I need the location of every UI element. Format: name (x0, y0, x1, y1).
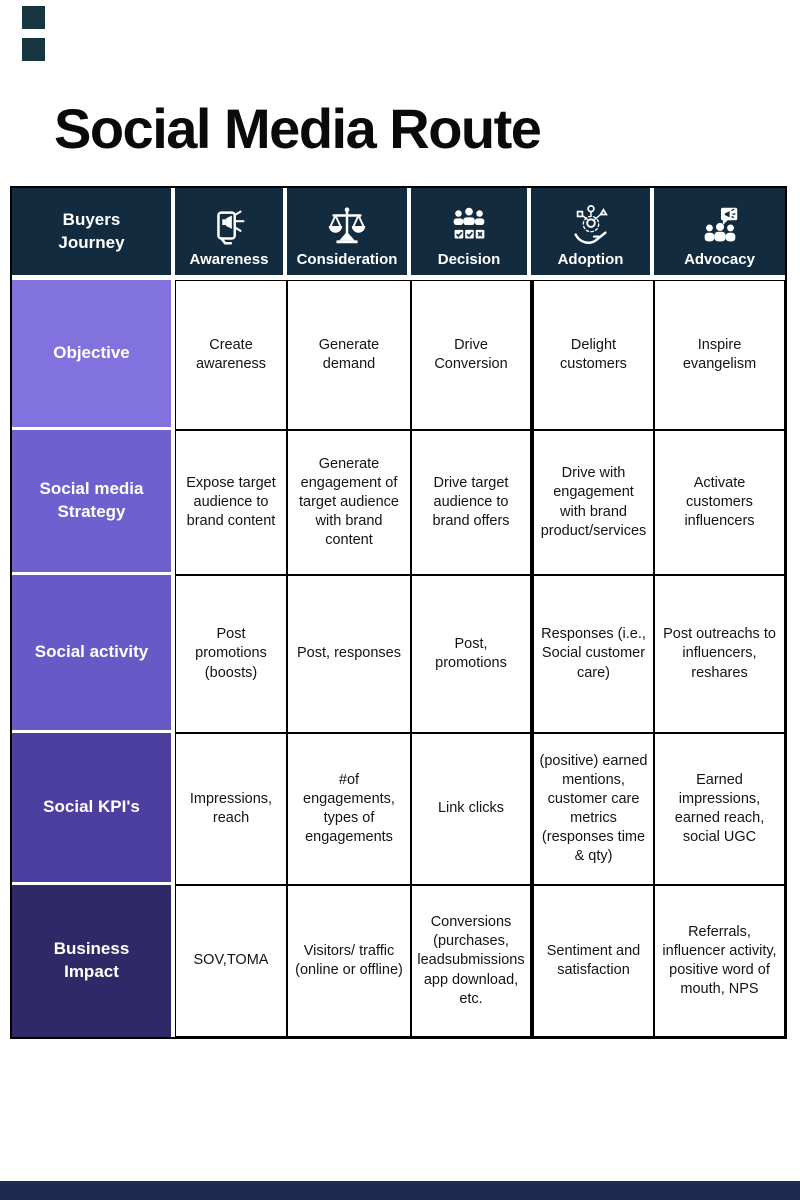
body-cell: Post, responses (287, 575, 411, 733)
row-label-social-media-strategy: Social media Strategy (12, 430, 171, 572)
body-cell: Link clicks (411, 733, 531, 885)
body-cell: Impressions, reach (175, 733, 287, 885)
body-cell: Delight customers (531, 280, 654, 430)
row-label-social-kpi-s: Social KPI's (12, 733, 171, 882)
decor-square (22, 6, 45, 29)
body-cell: Visitors/ traffic (online or offline) (287, 885, 411, 1037)
page-title: Social Media Route (54, 97, 541, 160)
body-cell: Sentiment and satisfaction (531, 885, 654, 1037)
advocacy-icon (697, 201, 743, 251)
body-cell: Referrals, influencer activity, positive word of mouth, NPS (654, 885, 785, 1037)
body-cell: (positive) earned mentions, customer care metrics (responses time & qty) (531, 733, 654, 885)
body-cell: Drive target audience to brand offers (411, 430, 531, 575)
body-cell: Drive Conversion (411, 280, 531, 430)
row-label-social-activity: Social activity (12, 575, 171, 730)
buyers-journey-table (10, 186, 787, 1039)
awareness-icon (206, 201, 252, 251)
body-cell: Post outreachs to influencers, reshares (654, 575, 785, 733)
body-cell: Earned impressions, earned reach, social UGC (654, 733, 785, 885)
adoption-icon (568, 201, 614, 251)
body-cell: Responses (i.e., Social customer care) (531, 575, 654, 733)
body-cell: Post, promotions (411, 575, 531, 733)
column-header-decision: Decision (411, 188, 527, 275)
body-cell: Post promotions (boosts) (175, 575, 287, 733)
body-cell: Expose target audience to brand content (175, 430, 287, 575)
body-cell: Conversions (purchases, leadsubmissions app download, etc. (411, 885, 531, 1037)
body-cell: Create awareness (175, 280, 287, 430)
body-cell: Generate demand (287, 280, 411, 430)
body-cell: #of engagements, types of engagements (287, 733, 411, 885)
body-cell: Generate engagement of target audience with brand content (287, 430, 411, 575)
body-cell: Inspire evangelism (654, 280, 785, 430)
corner-cell-buyers-journey: Buyers Journey (12, 188, 171, 275)
row-label-business-impact: Business Impact (12, 885, 171, 1037)
column-header-consideration: Consideration (287, 188, 407, 275)
column-header-awareness: Awareness (175, 188, 283, 275)
decor-square (22, 38, 45, 61)
footer-bar (0, 1181, 800, 1200)
body-cell: Drive with engagement with brand product/services (531, 430, 654, 575)
column-header-advocacy: Advocacy (654, 188, 785, 275)
row-label-objective: Objective (12, 280, 171, 427)
decision-icon (446, 201, 492, 251)
body-cell: Activate customers influencers (654, 430, 785, 575)
column-header-adoption: Adoption (531, 188, 650, 275)
body-cell: SOV,TOMA (175, 885, 287, 1037)
consideration-icon (324, 201, 370, 251)
